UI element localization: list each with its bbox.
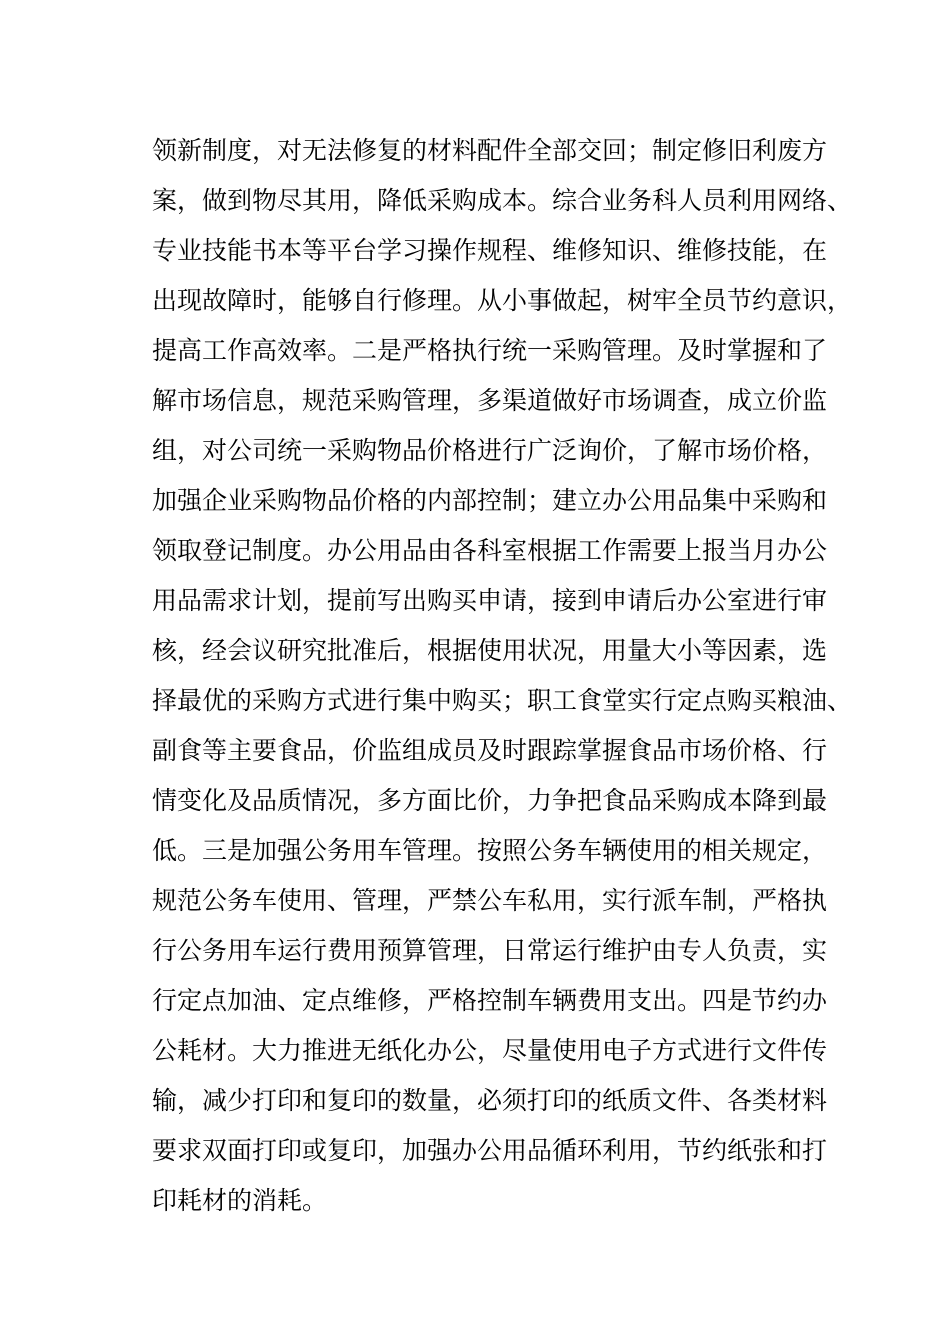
text-line: 行定点加油、定点维修，严格控制车辆费用支出。四是节约办 [152,986,828,1015]
text-line: 领取登记制度。办公用品由各科室根据工作需要上报当月办公 [152,536,828,565]
text-line: 要求双面打印或复印，加强办公用品循环利用，节约纸张和打 [152,1136,828,1165]
text-line: 印耗材的消耗。 [152,1186,328,1215]
text-line: 组，对公司统一采购物品价格进行广泛询价，了解市场价格， [152,436,828,465]
text-line: 副食等主要食品，价监组成员及时跟踪掌握食品市场价格、行 [152,736,828,765]
text-line: 领新制度，对无法修复的材料配件全部交回；制定修旧利废方 [152,136,828,165]
text-line: 加强企业采购物品价格的内部控制；建立办公用品集中采购和 [152,486,828,515]
text-line: 提高工作高效率。二是严格执行统一采购管理。及时掌握和了 [152,336,828,365]
text-line: 输，减少打印和复印的数量，必须打印的纸质文件、各类材料 [152,1086,828,1115]
text-line: 规范公务车使用、管理，严禁公车私用，实行派车制，严格执 [152,886,828,915]
text-line: 行公务用车运行费用预算管理，日常运行维护由专人负责，实 [152,936,828,965]
text-line: 专业技能书本等平台学习操作规程、维修知识、维修技能，在 [152,236,828,265]
text-line: 情变化及品质情况，多方面比价，力争把食品采购成本降到最 [152,786,828,815]
text-line: 低。三是加强公务用车管理。按照公务车辆使用的相关规定， [152,836,828,865]
body-paragraph [152,126,853,1226]
text-line: 案，做到物尽其用，降低采购成本。综合业务科人员利用网络、 [152,186,853,215]
text-line: 解市场信息，规范采购管理，多渠道做好市场调查，成立价监 [152,386,828,415]
text-line: 择最优的采购方式进行集中购买；职工食堂实行定点购买粮油、 [152,686,853,715]
text-line: 用品需求计划，提前写出购买申请，接到申请后办公室进行审 [152,586,828,615]
text-line: 出现故障时，能够自行修理。从小事做起，树牢全员节约意识， [152,286,853,315]
text-line: 公耗材。大力推进无纸化办公，尽量使用电子方式进行文件传 [152,1036,828,1065]
text-line: 核，经会议研究批准后，根据使用状况，用量大小等因素，选 [152,636,828,665]
